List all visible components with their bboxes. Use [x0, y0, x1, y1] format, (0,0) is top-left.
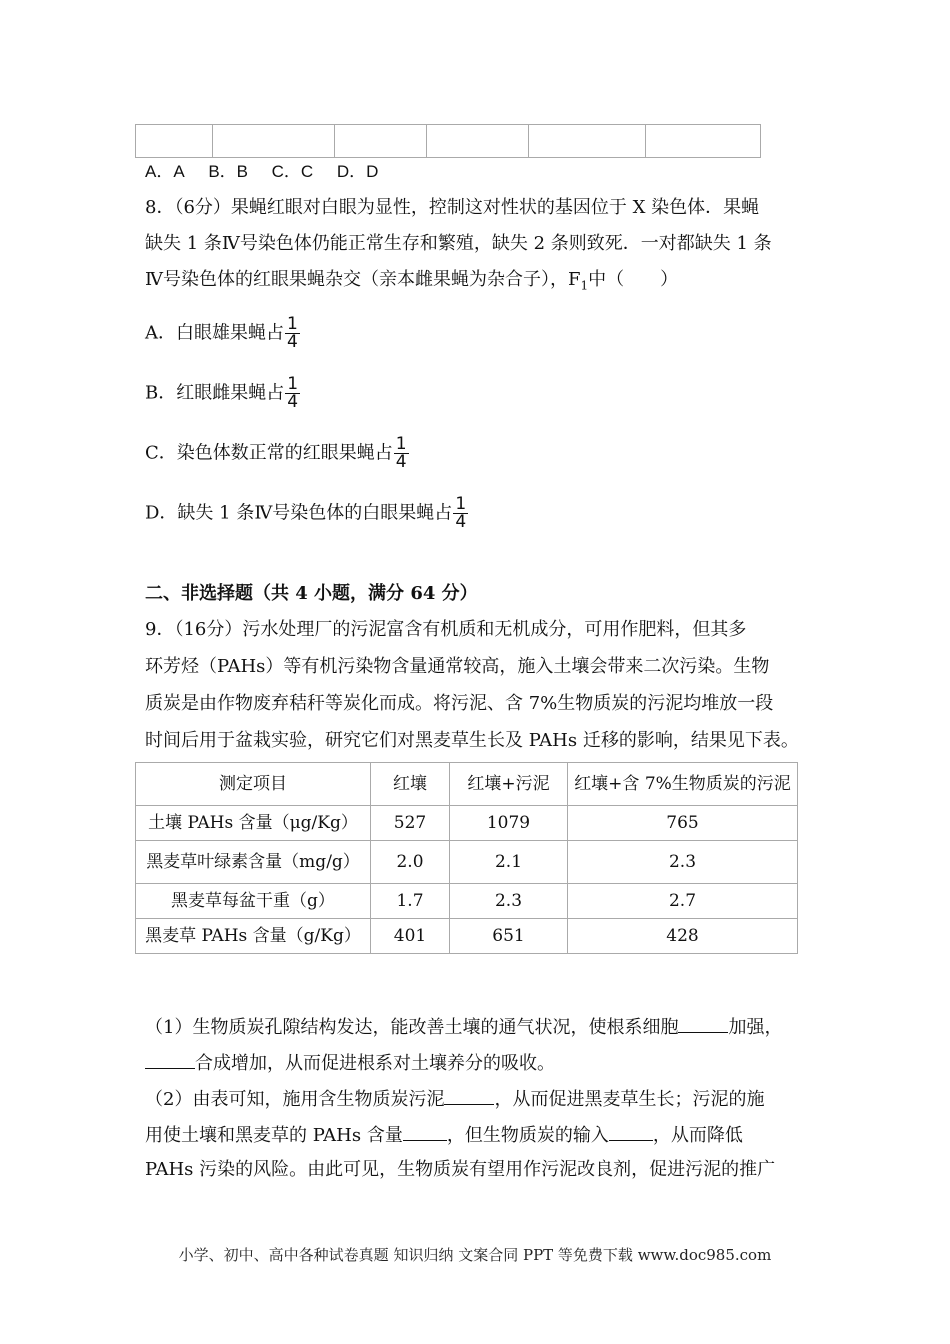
table-cell: 黑麦草叶绿素含量（mg/g） — [136, 841, 371, 884]
page-footer: 小学、初中、高中各种试卷真题 知识归纳 文案合同 PPT 等免费下载 www.doc985.com — [178, 1246, 772, 1264]
table-cell: 1.7 — [371, 884, 450, 919]
q7-option-a: A．A — [145, 162, 185, 181]
table-cell: 2.0 — [371, 841, 450, 884]
answer-blank[interactable] — [444, 1086, 494, 1105]
q9-data-table — [135, 762, 798, 954]
table-row — [136, 919, 798, 954]
table-cell: 黑麦草每盆干重（g） — [136, 884, 371, 919]
q8-option-a-text: A．白眼雄果蝇占 — [145, 322, 284, 344]
table-cell: 651 — [450, 919, 568, 954]
q8-line-1: 8．（6分）果蝇红眼对白眼为显性，控制这对性状的基因位于 X 染色体．果蝇 — [145, 197, 760, 218]
q8-line-2: 缺失 1 条Ⅳ号染色体仍能正常生存和繁殖，缺失 2 条则致死．一对都缺失 1 条 — [145, 233, 772, 254]
q9-part1-text-c: 合成增加，从而促进根系对土壤养分的吸收。 — [195, 1053, 555, 1074]
table-cell: 2.3 — [450, 884, 568, 919]
fraction-numerator: 1 — [287, 314, 298, 334]
table-header-row — [136, 763, 798, 806]
q9-part1-text-a: （1）生物质炭孔隙结构发达，能改善土壤的通气状况，使根系细胞 — [145, 1017, 679, 1038]
grid-cell — [646, 125, 761, 158]
q9-part2-line2 — [145, 1122, 743, 1148]
grid-cell — [427, 125, 529, 158]
fraction — [394, 436, 409, 471]
answer-grid-table — [135, 124, 761, 158]
answer-blank[interactable] — [678, 1014, 728, 1033]
q9-line-3: 质炭是由作物废弃秸秆等炭化而成。将污泥、含 7%生物质炭的污泥均堆放一段 — [145, 693, 774, 714]
fraction — [453, 496, 468, 531]
q8-option-c-text: C．染色体数正常的红眼果蝇占 — [145, 442, 393, 464]
fraction-numerator: 1 — [455, 494, 467, 514]
q8-subscript: 1 — [580, 278, 589, 293]
table-cell: 765 — [568, 806, 798, 841]
q9-part2-text-c: 用使土壤和黑麦草的 PAHs 含量 — [145, 1125, 403, 1146]
q7-options — [145, 160, 378, 184]
q8-option-b-text: B．红眼雌果蝇占 — [145, 382, 285, 404]
grid-cell — [136, 125, 213, 158]
grid-cell — [529, 125, 646, 158]
fraction-numerator: 1 — [395, 434, 407, 454]
table-cell: 401 — [371, 919, 450, 954]
q9-part2-text-e: ，从而降低 — [652, 1125, 743, 1146]
header-cell: 红壤+含 7%生物质炭的污泥 — [568, 763, 798, 806]
header-cell: 红壤+污泥 — [450, 763, 568, 806]
q9-part1-line1 — [145, 1014, 782, 1040]
table-cell: 黑麦草 PAHs 含量（g/Kg） — [136, 919, 371, 954]
q9-line-1: 9．（16分）污水处理厂的污泥富含有机质和无机成分，可用作肥料，但其多 — [145, 619, 747, 640]
header-cell: 红壤 — [371, 763, 450, 806]
table-row — [136, 884, 798, 919]
q9-part2-line3: PAHs 污染的风险。由此可见，生物质炭有望用作污泥改良剂，促进污泥的推广 — [145, 1159, 776, 1180]
q8-line-3-end: 中（ ） — [588, 269, 679, 290]
q7-option-c: C．C — [271, 162, 314, 181]
fraction-denominator: 4 — [455, 512, 467, 532]
table-cell: 2.1 — [450, 841, 568, 884]
fraction-numerator: 1 — [287, 374, 299, 394]
q9-line-4: 时间后用于盆栽实验，研究它们对黑麦草生长及 PAHs 迁移的影响，结果见下表。 — [145, 730, 799, 751]
q8-option-d-text: D．缺失 1 条Ⅳ号染色体的白眼果蝇占 — [145, 502, 453, 524]
q7-option-b: B．B — [208, 162, 248, 181]
table-row — [136, 806, 798, 841]
q9-part2-text-a: （2）由表可知，施用含生物质炭污泥 — [145, 1089, 445, 1110]
table-row — [136, 841, 798, 884]
table-cell: 2.3 — [568, 841, 798, 884]
fraction-denominator: 4 — [287, 392, 299, 412]
fraction — [285, 376, 300, 411]
table-cell: 428 — [568, 919, 798, 954]
table-cell: 1079 — [450, 806, 568, 841]
grid-cell — [213, 125, 335, 158]
fraction-denominator: 4 — [287, 332, 298, 352]
q8-line-3 — [145, 268, 678, 298]
q9-part1-text-b: 加强， — [728, 1017, 783, 1038]
q8-option-b — [145, 376, 300, 411]
answer-blank[interactable] — [403, 1122, 447, 1141]
grid-cell — [335, 125, 427, 158]
table-cell: 527 — [371, 806, 450, 841]
q8-option-a — [145, 316, 300, 351]
header-cell: 测定项目 — [136, 763, 371, 806]
answer-blank[interactable] — [609, 1122, 653, 1141]
q9-part2-text-b: ，从而促进黑麦草生长；污泥的施 — [494, 1089, 765, 1110]
q9-part2-line1 — [145, 1086, 764, 1112]
q8-option-c — [145, 436, 409, 471]
section-2-title: 二、非选择题（共 4 小题，满分 64 分） — [145, 583, 478, 604]
q9-part1-line2 — [145, 1050, 555, 1076]
fraction — [285, 316, 300, 351]
fraction-denominator: 4 — [395, 452, 407, 472]
q9-part2-text-d: ，但生物质炭的输入 — [446, 1125, 609, 1146]
q8-line-3-text: Ⅳ号染色体的红眼果蝇杂交（亲本雌果蝇为杂合子），F — [145, 269, 581, 290]
q9-line-2: 环芳烃（PAHs）等有机污染物含量通常较高，施入土壤会带来二次污染。生物 — [145, 656, 770, 677]
q8-option-d — [145, 496, 468, 531]
q7-option-d: D．D — [336, 162, 379, 181]
table-cell: 土壤 PAHs 含量（μg/Kg） — [136, 806, 371, 841]
answer-blank[interactable] — [145, 1050, 195, 1069]
table-cell: 2.7 — [568, 884, 798, 919]
